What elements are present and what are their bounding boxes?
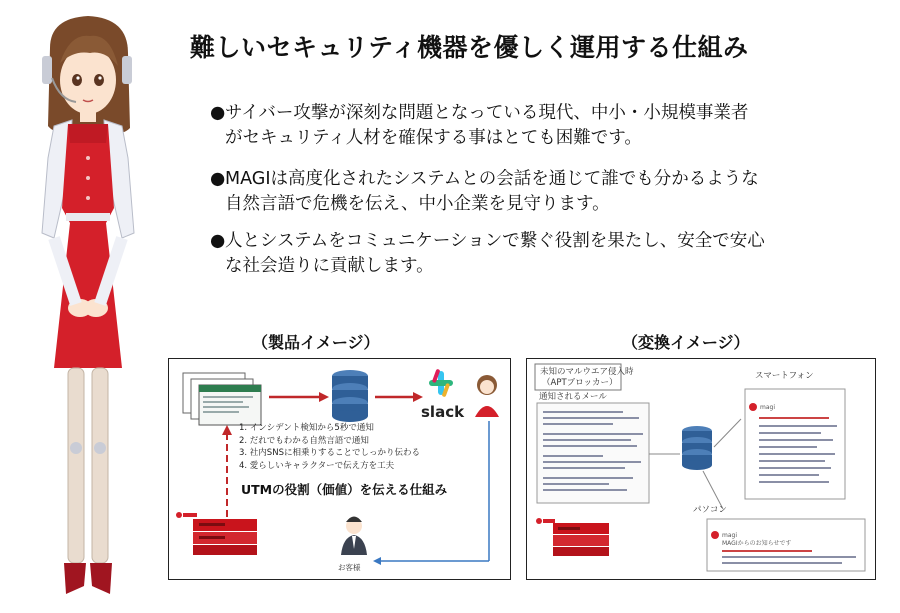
mail-text-line <box>543 433 643 435</box>
pc-text-line <box>722 556 856 558</box>
bullet-text-line2: がセキュリティ人材を確保する事はとても困難です。 <box>225 128 642 148</box>
phone-text-line <box>759 439 833 441</box>
conversion-image-caption: （変換イメージ） <box>622 333 750 352</box>
pc-text-line <box>722 550 812 552</box>
product-steps-list <box>239 422 420 472</box>
magi-avatar-icon <box>749 403 757 411</box>
phone-text-line <box>759 467 831 469</box>
phone-text-line <box>759 474 819 476</box>
bullet-item <box>210 229 870 279</box>
mail-text-line <box>543 489 627 491</box>
phone-text-line <box>759 460 825 462</box>
conversion-image-panel <box>526 358 876 580</box>
step-item: 2. だれでもわかる自然言語で通知 <box>239 435 369 446</box>
pc-subtitle: MAGIからのお知らせです <box>722 540 792 547</box>
product-tagline: UTMの役割（価値）を伝える仕組み <box>241 482 448 497</box>
bullet-marker: ● <box>210 231 226 251</box>
step-item: 4. 愛らしいキャラクターで伝え方を工夫 <box>239 460 395 471</box>
mail-text-line <box>543 477 633 479</box>
mail-text-line <box>543 445 637 447</box>
bullet-item <box>210 101 870 151</box>
phone-text-line <box>759 425 837 427</box>
customer-label: お客様 <box>338 563 361 572</box>
monitor-screens-icon <box>183 373 261 425</box>
phone-text-line <box>759 417 829 419</box>
malware-label-line1: 未知のマルウエア侵入時 <box>540 367 634 377</box>
smartphone-label: スマートフォン <box>755 371 814 381</box>
step-item: 1. インシデント検知から5秒で通知 <box>239 423 374 433</box>
customer-person-icon <box>341 517 367 556</box>
bullet-text-line1: MAGIは高度化されたシステムとの会話を通じて誰でも分かるような <box>225 169 759 189</box>
mail-text-line <box>543 483 609 485</box>
utm-appliance-icon <box>553 523 609 556</box>
bullet-marker: ● <box>210 103 226 123</box>
mail-text-line <box>543 417 639 419</box>
database-icon <box>332 370 368 422</box>
phone-text-line <box>759 446 817 448</box>
watchguard-logo-icon <box>176 512 197 518</box>
database-icon <box>682 426 712 470</box>
phone-text-line <box>759 481 829 483</box>
magi-character-illustration <box>10 8 170 608</box>
bullet-text-line2: 自然言語で危機を伝え、中小企業を見守ります。 <box>225 194 610 214</box>
mail-label: 通知されるメール <box>539 392 607 402</box>
mail-text-line <box>543 439 631 441</box>
pc-text-line <box>722 562 842 564</box>
bullet-text-line2: な社会造りに貢献します。 <box>225 256 434 276</box>
bullet-text-line1: サイバー攻撃が深刻な問題となっている現代、中小・小規模事業者 <box>225 103 749 123</box>
chat-sender-name: magi <box>760 404 775 411</box>
page-title: 難しいセキュリティ機器を優しく運用する仕組み <box>190 33 749 62</box>
product-image-caption: （製品イメージ） <box>252 333 380 352</box>
magi-avatar-icon <box>711 531 719 539</box>
mail-text-line <box>543 467 625 469</box>
magi-avatar-icon <box>475 375 499 417</box>
pc-label: パソコン <box>693 505 727 515</box>
phone-text-line <box>759 432 821 434</box>
malware-label-line2: （APTブロッカー） <box>542 378 618 388</box>
slack-label: slack <box>421 403 465 421</box>
utm-appliance-icon <box>193 519 257 555</box>
mail-text-line <box>543 461 641 463</box>
mail-text-line <box>543 455 603 457</box>
phone-text-line <box>759 453 835 455</box>
mail-text-line <box>543 411 623 413</box>
bullet-item <box>210 167 870 217</box>
mail-text-line <box>543 423 613 425</box>
bullet-marker: ● <box>210 169 226 189</box>
pc-sender-name: magi <box>722 532 737 539</box>
step-item: 3. 社内SNSに相乗りすることでしっかり伝わる <box>239 448 420 458</box>
bullet-text-line1: 人とシステムをコミュニケーションで繋ぐ役割を果たし、安全で安心 <box>225 231 765 251</box>
product-image-panel <box>168 358 511 580</box>
watchguard-logo-icon <box>536 518 555 524</box>
slack-logo-icon <box>429 369 453 398</box>
